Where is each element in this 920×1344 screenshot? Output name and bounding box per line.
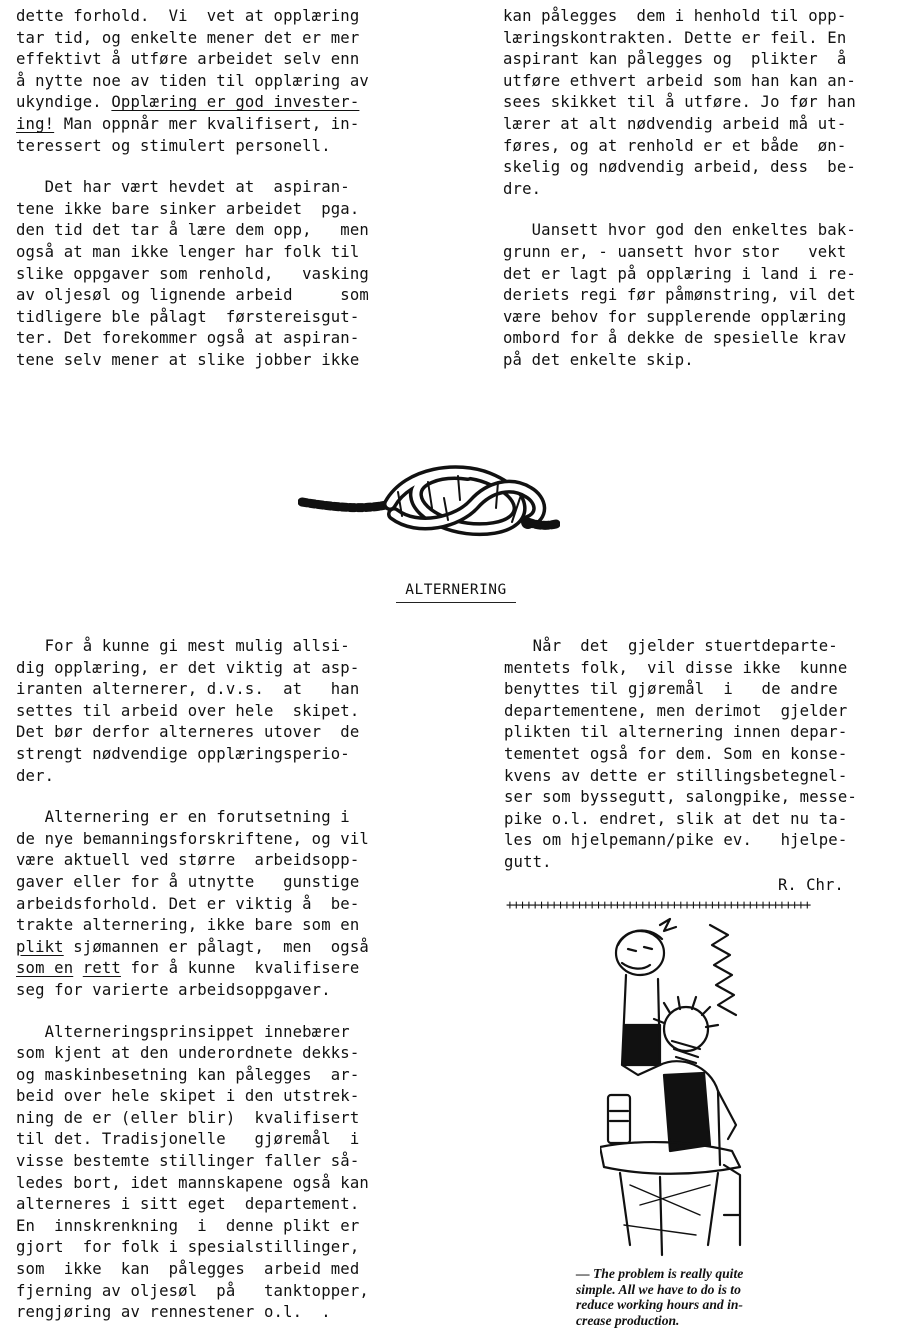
text-line: For å kunne gi mest mulig allsi- [16, 637, 350, 655]
underlined-rett: rett [82, 959, 121, 978]
text-line: til det. Tradisjonelle gjøremål i [16, 1130, 360, 1149]
text-line: seg for varierte arbeidsoppgaver. [16, 980, 331, 999]
text-line: gjort for folk i spesialstillinger, [16, 1238, 360, 1257]
caption-line: crease production. [576, 1312, 680, 1328]
table-legs [620, 1173, 718, 1255]
eyes [628, 947, 652, 951]
text-line: teressert og stimulert personell. [16, 136, 331, 155]
paragraph-alternation-principle [16, 1022, 416, 1324]
text-fragment: sjømannen er pålagt, men også [63, 937, 369, 956]
text-line: les om hjelpemann/pike ev. hjelpe- [504, 831, 848, 850]
text-line: slike oppgaver som renhold, vasking [16, 264, 369, 283]
text-line: ter. Det forekommer også at aspiran- [16, 329, 360, 348]
text-line: arbeidsforhold. Det er viktig å be- [16, 894, 360, 913]
rope-left-end [302, 502, 390, 508]
text-line: strengt nødvendige opplæringsperio- [16, 744, 350, 763]
text-line: iranten alternerer, d.v.s. at han [16, 680, 360, 699]
rope-right-end [528, 522, 556, 525]
text-line: av oljesøl og lignende arbeid som [16, 286, 369, 305]
stress-zigzag [710, 925, 736, 1015]
text-line: kvens av dette er stillingsbetegnel- [504, 766, 848, 785]
text-line: på det enkelte skip. [503, 350, 694, 369]
dark-vest [624, 1025, 660, 1065]
paragraph-steward-department [504, 636, 904, 874]
bottom-left-column [16, 636, 416, 1344]
paragraph-training-time [16, 6, 416, 157]
text-line: ser som byssegutt, salongpike, messe- [504, 788, 857, 807]
text-fragment: Man oppnår mer kvalifisert, in- [54, 114, 360, 133]
text-line: tene ikke bare sinker arbeidet pga. [16, 199, 360, 218]
text-line: beid over hele skipet i den utstrek- [16, 1087, 360, 1106]
text-line: skelig og nødvendig arbeid, dess be- [503, 158, 856, 177]
text-line: som kjent at den underordnete dekks- [16, 1044, 360, 1063]
text-line: tementet også for dem. Som en konse- [504, 744, 848, 763]
text-line: trakte alternering, ikke bare som en [16, 916, 360, 935]
top-right-column [503, 6, 903, 392]
caption-line: — The problem is really quite [576, 1266, 744, 1281]
text-line: læringskontrakten. Dette er feil. En [503, 28, 847, 47]
underlined-plikt: plikt [16, 937, 64, 956]
text-line: dig opplæring, er det viktig at asp- [16, 658, 360, 677]
bottom-right-column [504, 636, 904, 894]
text-line [16, 937, 416, 959]
cartoon-illustration [600, 915, 760, 1263]
cartoon-caption [576, 1266, 826, 1328]
text-fragment [73, 959, 83, 977]
text-line: lærer at alt nødvendig arbeid må ut- [503, 114, 847, 133]
text-line: å nytte noe av tiden til opplæring av [16, 71, 369, 90]
arm [718, 1091, 736, 1139]
text-fragment: for å kunne kvalifisere [120, 959, 360, 978]
text-line: tar tid, og enkelte mener det er mer [16, 28, 360, 47]
glass-liquid [610, 1111, 628, 1121]
knot-illustration [298, 452, 560, 542]
underlined-som-en: som en [16, 959, 74, 978]
text-line: være aktuell ved større arbeidsopp- [16, 851, 360, 870]
text-line: kan pålegges dem i henhold til opp- [503, 7, 847, 25]
text-line: Det har vært hevdet at aspiran- [16, 178, 350, 197]
text-line: den tid det tar å lære dem opp, men [16, 221, 369, 240]
section-heading: ALTERNERING [396, 582, 516, 603]
text-line: ombord for å dekke de spesielle krav [503, 329, 847, 348]
caption-line: simple. All we have to do is to [576, 1281, 741, 1297]
text-line: utføre ethvert arbeid som han kan an- [503, 71, 856, 90]
text-line: det er lagt på opplæring i land i re- [503, 264, 856, 283]
text-line: departementene, men derimot gjelder [504, 701, 848, 720]
text-line: Når det gjelder stuertdeparte- [504, 637, 838, 655]
spiky-hair [654, 997, 718, 1027]
text-line: ledes bort, idet mannskapene også kan [16, 1173, 369, 1192]
hatching [672, 1041, 700, 1063]
text-line: dette forhold. Vi vet at opplæring [16, 7, 360, 25]
paragraph-alternation-intro [16, 636, 416, 787]
text-line: effektivt å utføre arbeidet selv enn [16, 50, 360, 69]
text-line: tidligere ble pålagt førstereisgut- [16, 307, 360, 326]
text-line: aspirant kan pålegges og plikter å [503, 50, 847, 69]
text-line: grunn er, - uansett hvor stor vekt [503, 242, 847, 261]
text-line: tene selv mener at slike jobber ikke [16, 350, 360, 369]
text-line: føres, og at renhold er et både øn- [503, 136, 847, 155]
text-line [16, 114, 416, 136]
underlined-emphasis: Opplæring er god invester- [111, 93, 360, 112]
text-line: Uansett hvor god den enkeltes bak- [503, 221, 856, 240]
glass-icon [608, 1095, 630, 1143]
text-line: gaver eller for å utnytte gunstige [16, 872, 360, 891]
text-line: alterneres i sitt eget departement. [16, 1195, 360, 1214]
paragraph-aspirant-duties [503, 6, 903, 200]
underlined-emphasis: ing! [16, 114, 55, 133]
text-line: rengjøring av rennestener o.l. . [16, 1303, 331, 1322]
text-line: sees skikket til å utføre. Jo før han [503, 93, 856, 112]
text-fragment: ukyndige. [16, 93, 112, 112]
text-line: dre. [503, 179, 542, 198]
text-line: plikten til alternering innen depar- [504, 723, 848, 742]
text-line: som ikke kan pålegges arbeid med [16, 1260, 360, 1279]
caption-line: reduce working hours and in- [576, 1297, 743, 1312]
paragraph-onboard-training [503, 220, 903, 371]
text-line: mentets folk, vil disse ikke kunne [504, 658, 848, 677]
text-line: ning de er (eller blir) kvalifisert [16, 1108, 360, 1127]
text-line: visse bestemte stillinger faller så- [16, 1152, 360, 1171]
top-left-column [16, 6, 416, 392]
separator-plus-row: ++++++++++++++++++++++++++++++++++++++++++++++++ [506, 898, 810, 913]
text-line: de nye bemanningsforskriftene, og vil [16, 829, 369, 848]
text-line: En innskrenkning i denne plikt er [16, 1216, 360, 1235]
text-line: gutt. [504, 852, 552, 871]
text-line: Det bør derfor alterneres utover de [16, 723, 360, 742]
paragraph-alternation-requirement [16, 807, 416, 1001]
mouth [622, 963, 650, 969]
text-line: Alterneringsprinsippet innebærer [16, 1022, 350, 1041]
text-line: Alternering er en forutsetning i [16, 808, 350, 827]
author-signature: R. Chr. [778, 876, 844, 894]
tablecloth-pattern [624, 1185, 710, 1235]
text-line: fjerning av oljesøl på tanktopper, [16, 1281, 369, 1300]
text-line [16, 958, 416, 980]
text-line: også at man ikke lenger har folk til [16, 242, 360, 261]
text-line: settes til arbeid over hele skipet. [16, 701, 360, 720]
text-line: der. [16, 766, 55, 785]
text-line: være behov for supplerende opplæring [503, 307, 847, 326]
text-line: og maskinbesetning kan pålegges ar- [16, 1065, 360, 1084]
text-line: benyttes til gjøremål i de andre [504, 680, 838, 699]
chair [724, 1165, 740, 1245]
text-line [16, 92, 416, 114]
dark-shirt [664, 1073, 710, 1151]
stress-mark [660, 919, 676, 931]
paragraph-aspirants-claim [16, 177, 416, 371]
text-line: pike o.l. endret, slik at det nu ta- [504, 809, 848, 828]
hair [618, 930, 662, 945]
text-line: deriets regi før påmønstring, vil det [503, 286, 856, 305]
